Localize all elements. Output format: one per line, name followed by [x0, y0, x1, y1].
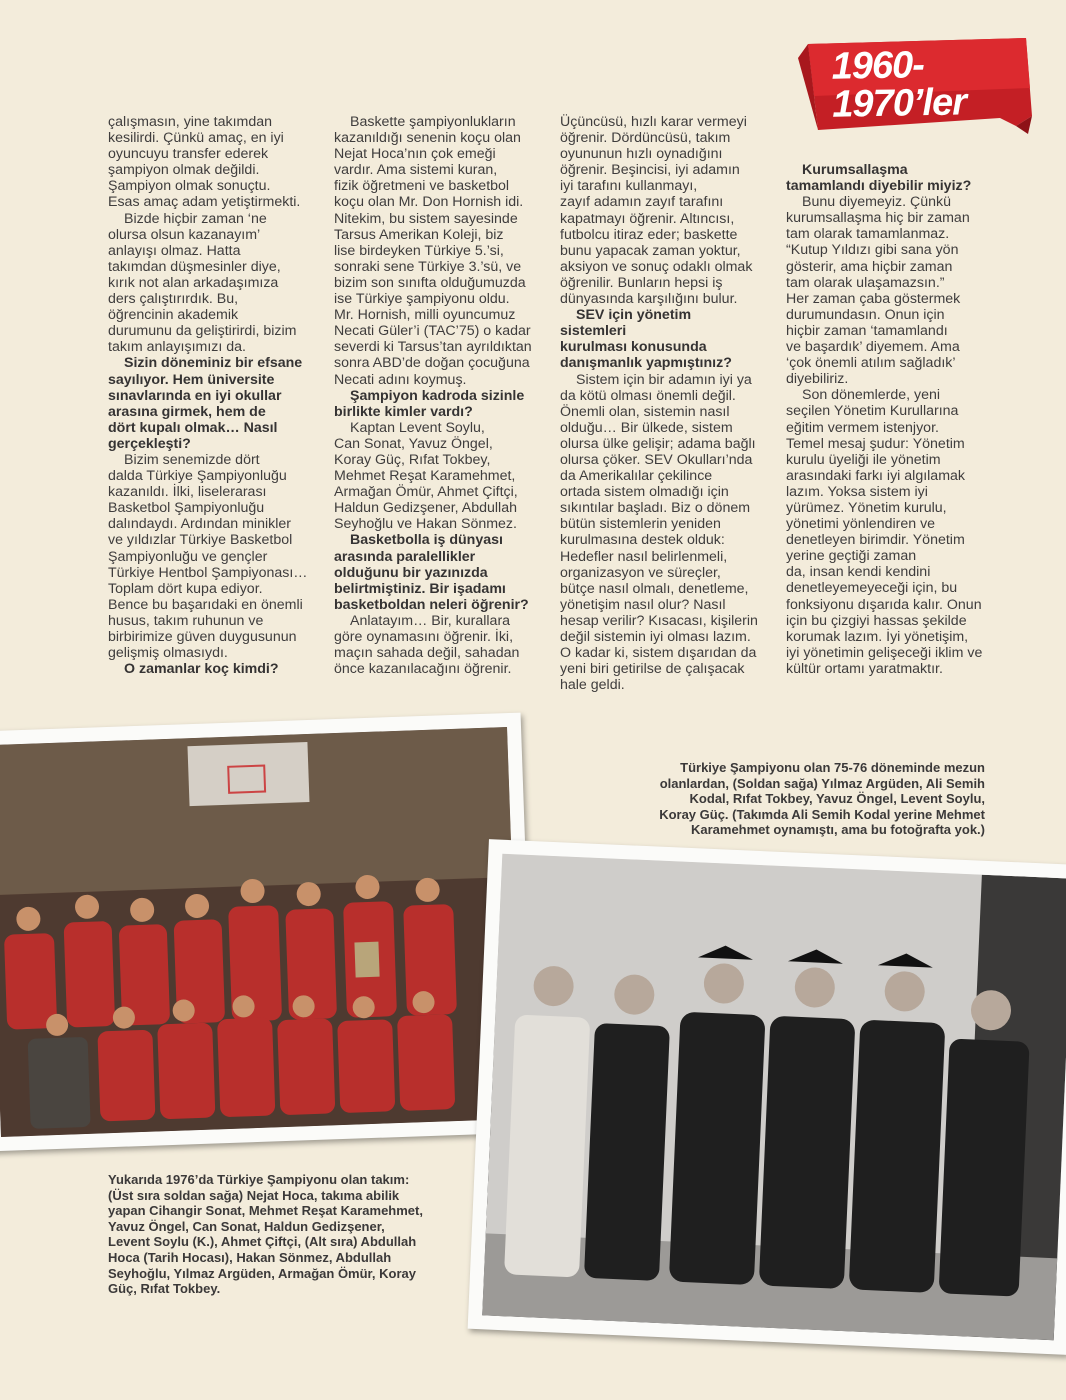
interview-question: Basketbolla iş dünyası arasında paralellikler olduğunu bir yazınızda belirtmiştiniz. Bir işadamı basketboldan neleri öğrenir?	[334, 532, 529, 613]
text-column-3	[560, 114, 760, 693]
body-paragraph: Son dönemlerde, yeni seçilen Yönetim Kurullarına eğitim vermem istenjyor. Temel mesaj şudur: Yönetim kurulu üyeliği ile yönetim arasındaki farkı iyi algılamak lazım. Yoksa sistem iyi yürümez. Yönetim kurulu, yönetimi yönlendiren ve denetleyen birimdir. Yönetim yerine geçtiği zaman da, insan kendi kendini denetleyemeyeceği için, bu fonksiyonu dışarıda kalır. Onun için bu çizgiyi hassas şekilde korumak lazım. İyi yönetişim, iyi yönetimin gelişeceği iklim ve kültür ortamı yaratmaktır.	[786, 387, 983, 677]
ribbon-title	[831, 44, 1032, 126]
body-paragraph: Kaptan Levent Soylu, Can Sonat, Yavuz Öngel, Koray Güç, Rıfat Tokbey, Mehmet Reşat Karamehmet, Armağan Ömür, Ahmet Çiftçi, Haldun Gedizşener, Abdullah Seyhoğlu ve Hakan Sönmez.	[334, 419, 518, 533]
body-paragraph: Baskette şampiyonlukların kazanıldığı senenin koçu olan Nejat Hoca’nın çok emeği vardır. Ama sistemi kuran, fizik öğretmeni ve basketbol koçu olan Mr. Don Hornish idi. Nitekim, bu sistem sayesinde Tarsus Amerikan Koleji, biz lise birdeyken Türkiye 5.’si, sonraki sene Türkiye 3.’sü, ve bizim son sınıfta olduğumuzda ise Türkiye şampiyonu oldu. Mr. Hornish, milli oyuncumuz Necati Güler’i (TAC’75) o kadar severdi ki Tarsus’tan ayrıldıktan sonra ABD’de doğan çocuğuna Necati adını koymuş.	[334, 114, 532, 388]
graduation-photo-caption: Türkiye Şampiyonu olan 75-76 döneminde mezun olanlardan, (Soldan sağa) Yılmaz Argüden, Ali Semih Kodal, Rıfat Tokbey, Yavuz Öngel, Levent Soylu, Koray Güç. (Takımda Ali Semih Kodal yerine Mehmet Karamehmet oynamıştı, ama bu fotoğrafta yok.)	[659, 760, 985, 838]
text-column-2	[334, 114, 534, 677]
team-photo	[0, 713, 535, 1152]
interview-question: Sizin döneminiz bir efsane sayılıyor. Hem üniversite sınavlarında en iyi okullar arasına girmek, hem de dört kupalı olmak… Nasıl gerçekleşti?	[108, 355, 303, 452]
interview-question: Kurumsallaşma tamamlandı diyebilir miyiz?	[786, 162, 972, 195]
body-paragraph: Sistem için bir adamın iyi ya da kötü olması önemli değil. Önemli olan, sistemin nasıl olduğu… Bir ülkede, sistem olursa ülke gelişir; adama bağlı olursa çöker. SEV Okulları’nda da Amerikalılar çekilince ortada sistem olmadığı için sıkıntılar başladı. Biz o dönem bütün sistemlerin yeniden kurulmasına destek olduk: Hedefler nasıl belirlenmeli, organizasyon ve süreçler, bütçe nasıl olmalı, denetleme, yönetişim nasıl olur? Nasıl hesap verilir? Kısacası, kişilerin değil sistemin iyi olması lazım. O kadar ki, sistem dışarıdan da yeni biri getirilse de çalışacak hale geldi.	[560, 371, 758, 694]
text-column-4	[786, 162, 986, 677]
body-paragraph: Anlatayım… Bir, kurallara göre oynamasını öğrenir. İki, maçın sahada değil, sahadan önce kazanılacağını öğrenir.	[334, 612, 520, 678]
body-paragraph: Üçüncüsü, hızlı karar vermeyi öğrenir. Dördüncüsü, takım oyununun hızlı oynadığını öğrenir. Beşincisi, iyi adamın iyi tarafını kullanmayı, zayıf adamın zayıf tarafını kapatmayı öğrenir. Altıncısı, futbolcu itiraz eder; baskette bunu yapacak zaman yoktur, aksiyon ve sonuç odaklı olmak öğrenilir. Bunların hepsi iş dünyasında karşılığını bulur.	[560, 114, 753, 308]
team-photo-caption: Yukarıda 1976’da Türkiye Şampiyonu olan takım: (Üst sıra soldan sağa) Nejat Hoca, takıma abilik yapan Cihangir Sonat, Mehmet Reşat Karamehmet, Yavuz Öngel, Can Sonat, Haldun Gedizşener, Levent Soylu (K.), Ahmet Çiftçi, (Alt sıra) Abdullah Hoca (Tarih Hocası), Hakan Sönmez, Abdullah Seyhoğlu, Yılmaz Argüden, Armağan Ömür, Koray Güç, Rıfat Tokbey.	[108, 1172, 423, 1297]
ribbon-line-2: 1970’ler	[831, 81, 967, 126]
ribbon-line-1: 1960-	[831, 44, 925, 88]
body-paragraph: Bizim senemizde dört dalda Türkiye Şampiyonluğu kazanıldı. İlki, liselerarası Basketbol Şampiyonluğu dalındaydı. Ardından minikler ve yıldızlar Türkiye Basketbol Şampiyonluğu ve gençler Türkiye Hentbol Şampiyonası… Toplam dört kupa ediyor. Bence bu başarıdaki en önemli husus, takım ruhunun ve birbirimize güven duygusunun gelişmiş olmasıydı.	[108, 451, 308, 662]
graduation-photo-image	[482, 854, 1066, 1341]
body-paragraph: Bizde hiçbir zaman ‘ne olursa olsun kazanayım’ anlayışı olmaz. Hatta takımdan düşmesinler diye, kırık not alan arkadaşımıza ders çalıştırırdık. Bu, öğrencinin akademik durumunu da geliştirirdi, bizim takım anlayışımızı da.	[108, 210, 297, 356]
body-paragraph: çalışmasın, yine takımdan kesilirdi. Çünkü amaç, en iyi oyuncuyu transfer ederek şampiyon olmak değildi. Şampiyon olmak sonuçtu. Esas amaç adam yetiştirmekti.	[108, 114, 301, 211]
body-paragraph: Bunu diyemeyiz. Çünkü kurumsallaşma hiç bir zaman tam olarak tamamlanmaz. “Kutup Yıldızı gibi sana yön gösterir, ama hiçbir zaman tam olarak ulaşamazsın.” Her zaman çaba göstermek durumundasın. Onun için hiçbir zaman ‘tamamlandı ve başardık’ diyemem. Ama ‘çok önemli atılım sağladık’ diyebiliriz.	[786, 194, 970, 388]
interview-question: SEV için yönetim sistemleri kurulması konusunda danışmanlık yapmıştınız?	[560, 307, 732, 372]
graduation-photo	[468, 839, 1066, 1355]
interview-question: Şampiyon kadroda sizinle birlikte kimler vardı?	[334, 387, 525, 420]
text-column-1	[108, 114, 308, 677]
interview-question: O zamanlar koç kimdi?	[124, 661, 279, 678]
team-photo-image	[0, 727, 521, 1137]
decade-ribbon-badge	[790, 38, 1040, 138]
